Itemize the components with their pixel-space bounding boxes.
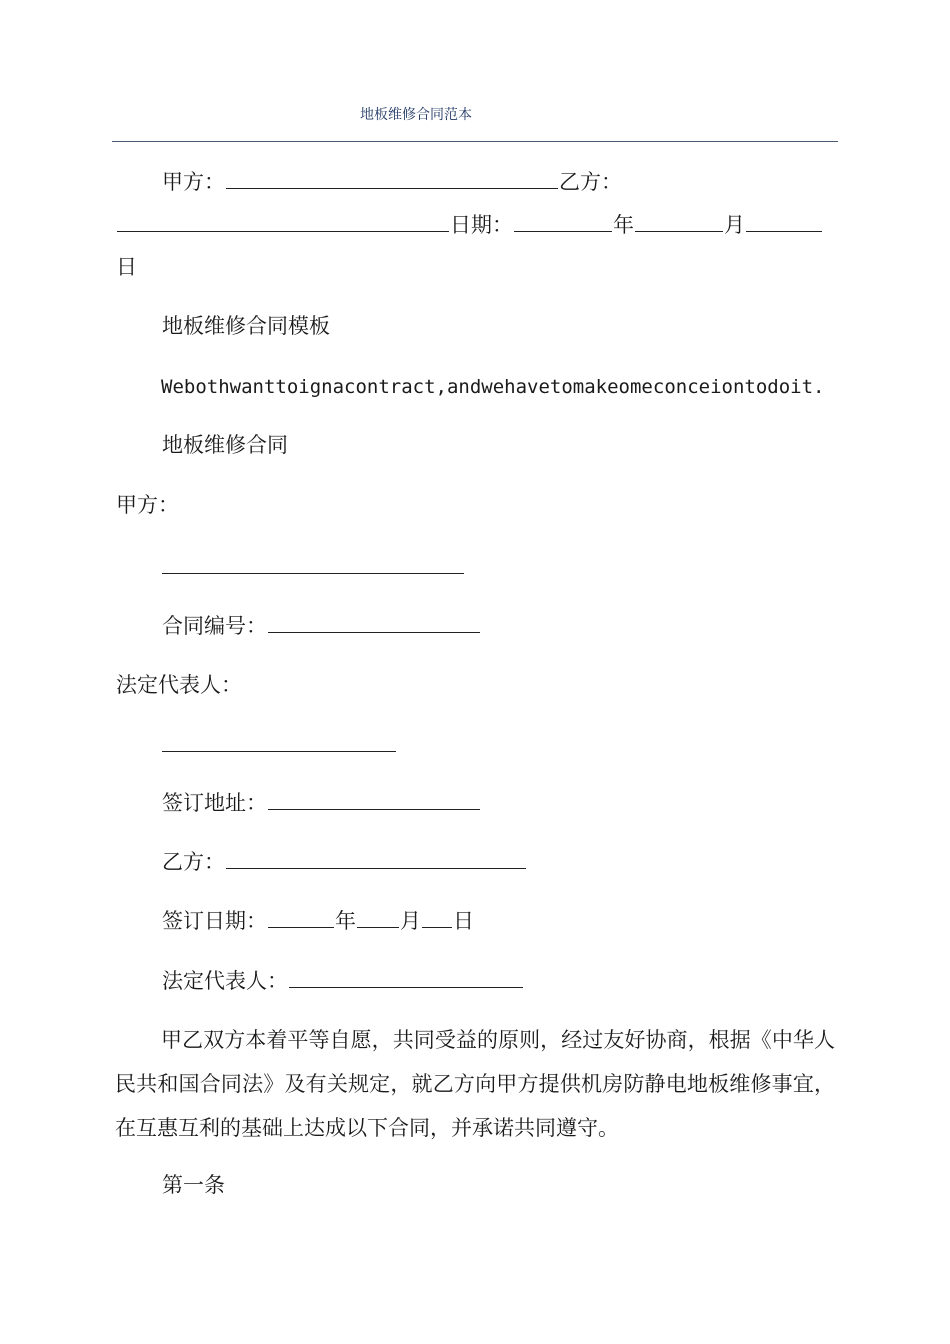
sign-place-blank bbox=[268, 787, 480, 810]
top-date-label: 日期： bbox=[450, 213, 513, 237]
sign-place-label: 签订地址： bbox=[162, 791, 267, 815]
top-year-blank bbox=[514, 209, 612, 232]
sign-date-line bbox=[162, 905, 474, 936]
top-month-blank bbox=[635, 209, 723, 232]
legal-rep-blank-1 bbox=[162, 751, 396, 752]
sign-year-label: 年 bbox=[335, 909, 356, 933]
top-day-label: 日 bbox=[116, 255, 137, 279]
english-line: Webothwanttoignacontract,andwehavetomakeomeconceiontodoit. bbox=[161, 376, 825, 398]
contract-no-blank bbox=[268, 610, 480, 633]
header-divider bbox=[112, 141, 838, 142]
top-party-a-label: 甲方： bbox=[162, 170, 225, 194]
legal-rep-label-2: 法定代表人： bbox=[162, 969, 288, 993]
top-party-a-blank bbox=[226, 166, 558, 189]
party-b-blank bbox=[226, 846, 526, 869]
contract-title: 地板维修合同 bbox=[162, 433, 288, 457]
party-a-label: 甲方： bbox=[116, 493, 179, 517]
top-party-line bbox=[162, 166, 622, 197]
legal-rep-label-1: 法定代表人： bbox=[116, 673, 242, 697]
top-month-label: 月 bbox=[724, 213, 745, 237]
sign-day-blank bbox=[422, 905, 452, 928]
legal-rep-blank-2 bbox=[289, 965, 523, 988]
page-header-title: 地板维修合同范本 bbox=[360, 107, 472, 123]
sign-day-label: 日 bbox=[453, 909, 474, 933]
sign-month-blank bbox=[357, 905, 399, 928]
contract-no-line bbox=[162, 610, 481, 641]
sign-month-label: 月 bbox=[400, 909, 421, 933]
party-b-line bbox=[162, 846, 527, 877]
template-title: 地板维修合同模板 bbox=[162, 314, 330, 338]
sign-year-blank bbox=[268, 905, 334, 928]
top-day-blank bbox=[746, 209, 822, 232]
legal-rep-line-2 bbox=[162, 965, 524, 996]
article-1-heading: 第一条 bbox=[162, 1173, 225, 1197]
top-year-label: 年 bbox=[613, 213, 634, 237]
top-party-b-label: 乙方： bbox=[559, 170, 622, 194]
top-date-line bbox=[116, 209, 823, 240]
body-paragraph: 甲乙双方本着平等自愿，共同受益的原则，经过友好协商，根据《中华人民共和国合同法》及有关规定，就乙方向甲方提供机房防静电地板维修事宜，在互惠互利的基础上达成以下合同，并承诺共同遵守。 bbox=[115, 1028, 835, 1140]
contract-no-label: 合同编号： bbox=[162, 614, 267, 638]
top-party-b-blank bbox=[117, 209, 449, 232]
sign-place-line bbox=[162, 787, 481, 818]
sign-date-label: 签订日期： bbox=[162, 909, 267, 933]
party-a-blank bbox=[162, 573, 464, 574]
party-b-label: 乙方： bbox=[162, 850, 225, 874]
